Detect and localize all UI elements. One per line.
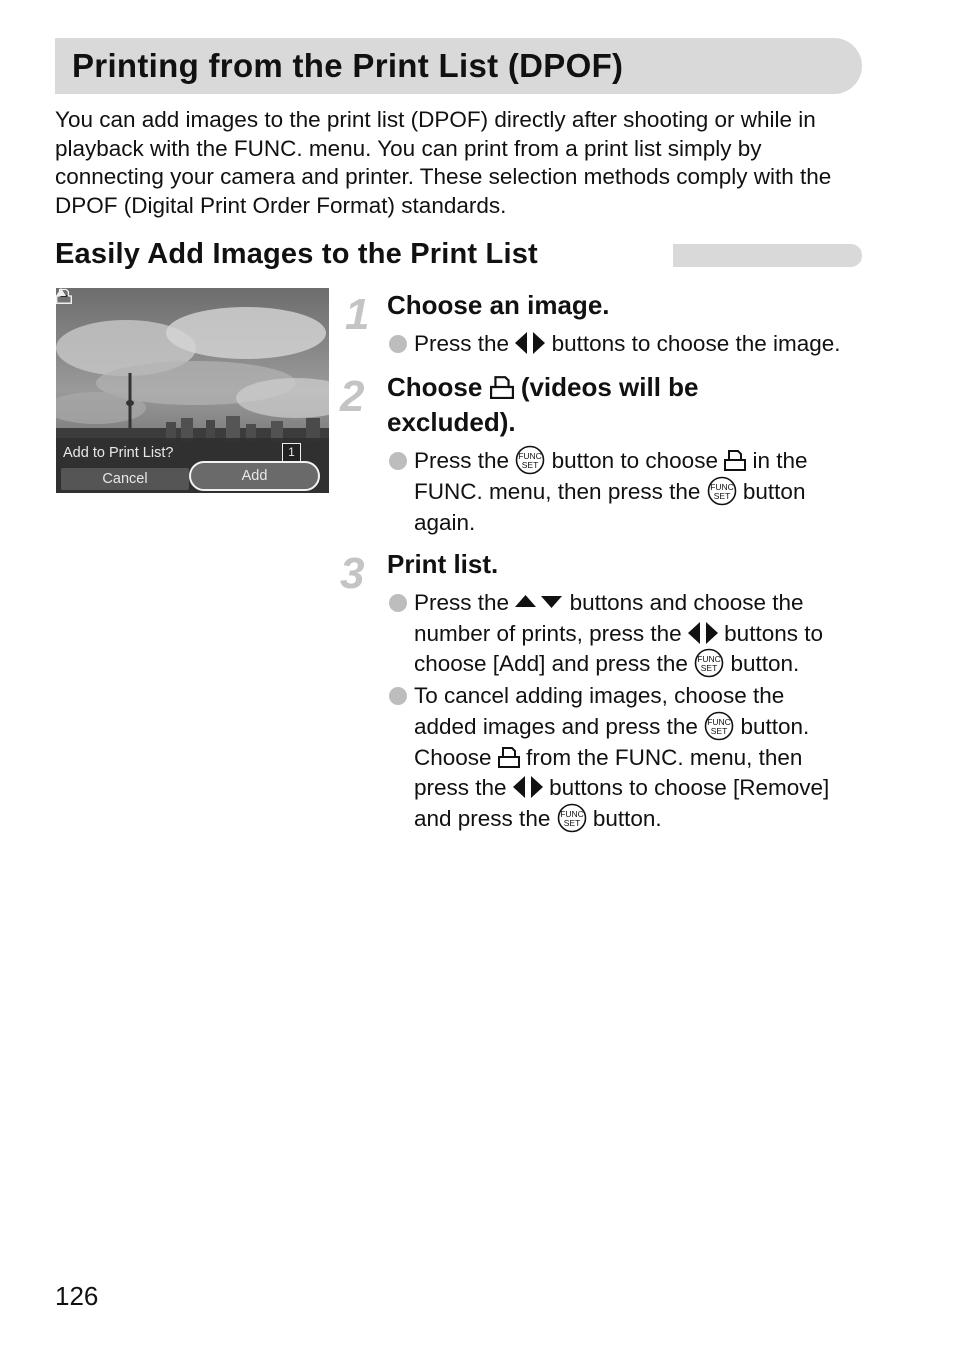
func-set-button-icon [515, 445, 545, 475]
left-right-arrows-icon [515, 332, 545, 354]
func-set-button-icon [694, 648, 724, 678]
camera-screen-image [56, 288, 329, 493]
func-set-button-icon [707, 476, 737, 506]
step-title: Choose (videos will be excluded). [387, 372, 699, 437]
step-number: 2 [340, 372, 365, 421]
section-heading: Easily Add Images to the Print List [55, 238, 538, 270]
intro-paragraph: You can add images to the print list (DPOF) directly after shooting or while in playback with the FUNC. menu. You can print from a print list simply by connecting your camera and printer. These selection methods comply with the DPOF (Digital Print Order Format) standards. [55, 107, 832, 218]
bullet [389, 452, 407, 470]
step-instruction: Press the button to choose in the FUNC. menu, then press the button again. [414, 446, 864, 539]
step-title: Choose an image. [387, 290, 610, 320]
func-set-button-icon [557, 803, 587, 833]
step-title: Print list. [387, 549, 499, 579]
section-heading-bar [673, 244, 862, 267]
bullet [389, 335, 407, 353]
left-right-arrows-icon [688, 622, 718, 644]
func-set-button-icon [704, 711, 734, 741]
up-arrow-icon [56, 288, 66, 296]
title-banner [55, 38, 862, 94]
step-instruction: Press the buttons to choose the image. [414, 331, 841, 356]
print-icon [498, 746, 520, 768]
step-instruction: To cancel adding images, choose the added images and press the button. Choose from the FUNC. menu, then press the buttons to choose [Remove] and press the button. [414, 681, 864, 835]
up-down-arrows-icon [515, 595, 563, 609]
print-list-prompt: Add to Print List? [63, 445, 174, 461]
step-instruction: Press the buttons and choose the number of prints, press the buttons to choose [Add] and press the button. [414, 588, 864, 680]
add-button[interactable]: Add [189, 461, 320, 491]
print-count[interactable]: 1 [282, 443, 301, 462]
bullet [389, 687, 407, 705]
cancel-button[interactable]: Cancel [61, 468, 189, 490]
left-right-arrows-icon [513, 776, 543, 798]
page-number: 126 [55, 1281, 99, 1311]
step-number: 3 [340, 549, 365, 598]
page-title: Printing from the Print List (DPOF) [72, 47, 624, 84]
print-icon [724, 449, 746, 471]
bullet [389, 594, 407, 612]
print-icon [490, 375, 514, 399]
step-number: 1 [345, 290, 370, 339]
